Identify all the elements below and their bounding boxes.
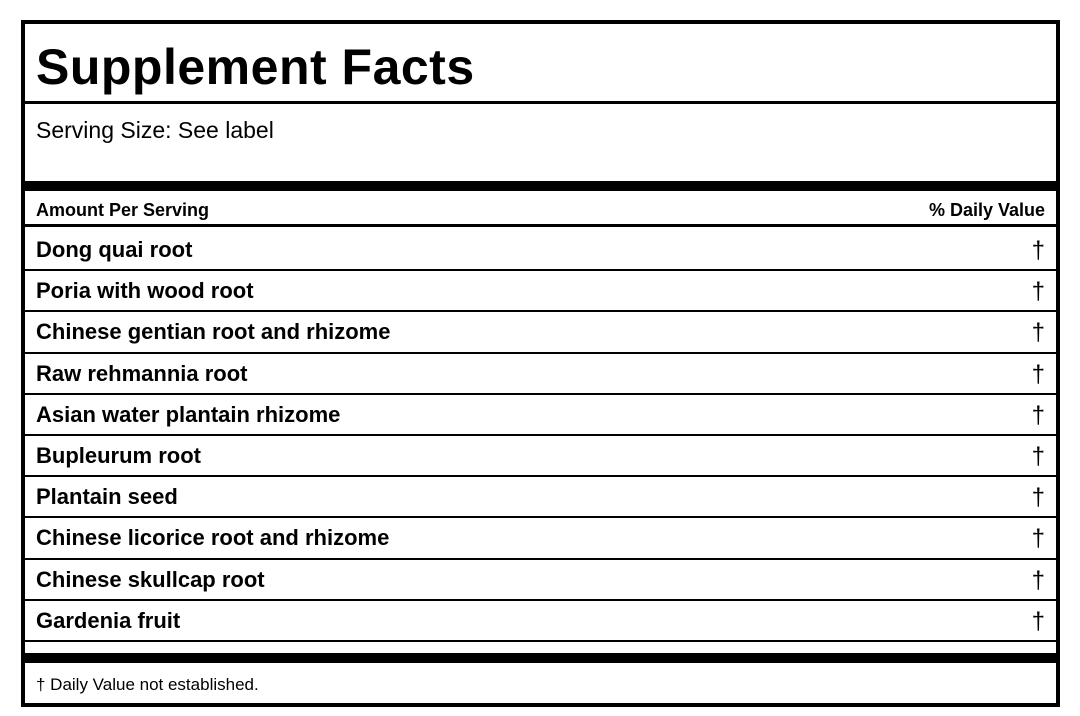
ingredient-dv: †	[1031, 607, 1045, 635]
ingredient-row	[25, 271, 1056, 312]
ingredient-name: Gardenia fruit	[36, 607, 181, 633]
ingredient-dv: †	[1031, 442, 1045, 470]
column-header-row	[25, 191, 1056, 227]
ingredient-row	[25, 312, 1056, 353]
thick-divider-top	[25, 181, 1056, 191]
ingredient-row	[25, 601, 1056, 642]
ingredient-dv: †	[1031, 278, 1045, 306]
ingredient-row	[25, 230, 1056, 271]
thick-divider-bottom	[25, 653, 1056, 663]
ingredient-name: Chinese skullcap root	[36, 566, 265, 592]
ingredient-name: Bupleurum root	[36, 442, 201, 468]
ingredient-dv: †	[1031, 484, 1045, 512]
ingredient-row	[25, 477, 1056, 518]
ingredient-row	[25, 560, 1056, 601]
amount-per-serving-header: Amount Per Serving	[36, 200, 210, 220]
footnote: † Daily Value not established.	[36, 675, 259, 694]
ingredient-name: Poria with wood root	[36, 278, 254, 304]
ingredient-dv: †	[1031, 319, 1045, 347]
ingredient-name: Chinese licorice root and rhizome	[36, 525, 390, 551]
supplement-facts-panel	[21, 20, 1060, 707]
title-section	[25, 24, 1056, 104]
ingredient-dv: †	[1031, 237, 1045, 264]
serving-size: Serving Size: See label	[36, 117, 274, 143]
ingredient-dv: †	[1031, 360, 1045, 388]
ingredient-row	[25, 354, 1056, 395]
ingredient-name: Asian water plantain rhizome	[36, 401, 341, 427]
ingredient-list	[25, 230, 1056, 642]
ingredient-name: Raw rehmannia root	[36, 360, 248, 386]
daily-value-header: % Daily Value	[928, 200, 1045, 220]
ingredient-dv: †	[1031, 566, 1045, 594]
ingredient-row	[25, 436, 1056, 477]
ingredient-name: Plantain seed	[36, 484, 178, 510]
ingredient-name: Chinese gentian root and rhizome	[36, 319, 391, 345]
ingredient-row	[25, 518, 1056, 559]
ingredient-dv: †	[1031, 401, 1045, 429]
ingredient-dv: †	[1031, 525, 1045, 553]
ingredient-row	[25, 395, 1056, 436]
ingredient-name: Dong quai root	[36, 237, 193, 262]
page-title: Supplement Facts	[36, 39, 475, 95]
